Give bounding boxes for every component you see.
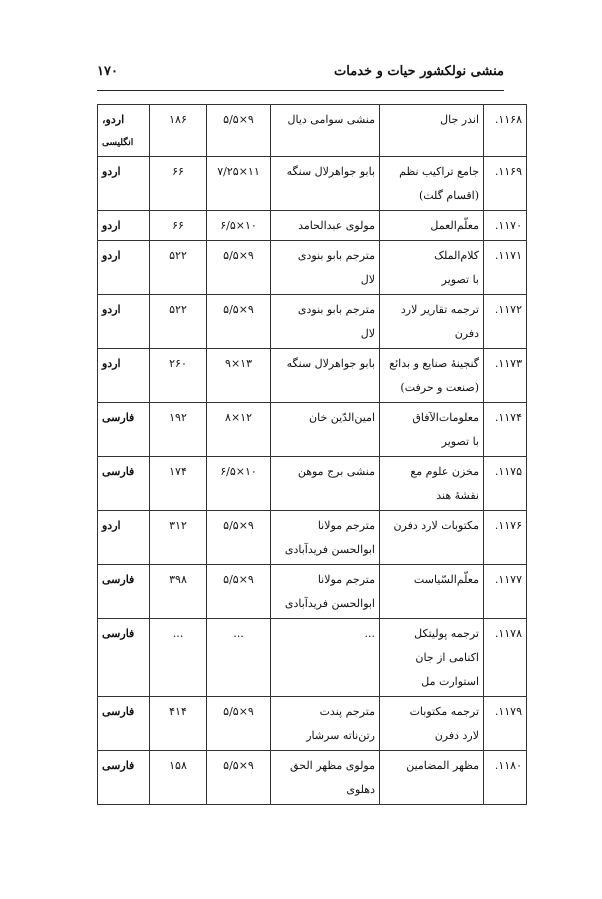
book-language-cell xyxy=(98,565,150,619)
book-title-cell xyxy=(380,403,484,457)
book-size-cell xyxy=(207,105,271,157)
page-count: ۵۲۲ xyxy=(169,303,187,316)
book-author-line: مترجم بابو بنودی xyxy=(297,303,375,316)
page-count: ۶۶ xyxy=(172,165,184,178)
book-language-line: اردو xyxy=(102,357,121,370)
book-author-line: دهلوی xyxy=(346,783,375,796)
book-author-cell xyxy=(271,211,380,241)
book-title-cell xyxy=(380,157,484,211)
book-language-line: فارسی xyxy=(102,759,135,772)
entry-number-cell xyxy=(484,295,527,349)
book-size-cell xyxy=(207,511,271,565)
catalog-table xyxy=(97,104,527,805)
book-author-cell xyxy=(271,751,380,805)
page-count-cell xyxy=(150,403,207,457)
book-title-line: ترجمه مکتوبات xyxy=(409,705,479,718)
book-author-line: رتن‌ناته سرشار xyxy=(306,729,375,742)
table-row xyxy=(98,457,527,511)
book-author-line: لال xyxy=(360,273,375,286)
book-title-line: اکنامی از جان xyxy=(415,651,479,664)
header-rule xyxy=(97,90,504,91)
table-row xyxy=(98,565,527,619)
book-size: ... xyxy=(233,627,244,640)
entry-number-cell xyxy=(484,349,527,403)
book-language-cell xyxy=(98,403,150,457)
book-language-line: اردو، xyxy=(102,113,125,126)
running-title: منشی نولکشور حیات و خدمات xyxy=(334,64,504,79)
book-title-line: معلّم‌العمل xyxy=(430,219,479,232)
page-count: ۲۶۰ xyxy=(169,357,187,370)
book-language-line: فارسی xyxy=(102,465,135,478)
book-language-line: اردو xyxy=(102,249,121,262)
page-count-cell xyxy=(150,697,207,751)
book-title-cell xyxy=(380,211,484,241)
book-size: ۹×۵/۵ xyxy=(223,705,254,718)
page-count: ۱۹۲ xyxy=(169,411,187,424)
book-author-line: ... xyxy=(364,627,375,640)
book-language-line: اردو xyxy=(102,303,121,316)
entry-number: ۱۱۷۸. xyxy=(494,627,522,640)
book-author-cell xyxy=(271,511,380,565)
page-count-cell xyxy=(150,105,207,157)
book-language-cell xyxy=(98,295,150,349)
book-language-cell xyxy=(98,105,150,157)
book-title-line: کلام‌الملک xyxy=(434,249,479,262)
entry-number: ۱۱۷۳. xyxy=(494,357,522,370)
book-language-line: اردو xyxy=(102,519,121,532)
book-size: ۱۰×۶/۵ xyxy=(220,219,257,232)
book-title-cell xyxy=(380,511,484,565)
book-language-line: فارسی xyxy=(102,705,135,718)
table-row xyxy=(98,241,527,295)
book-title-line: مکتوبات لارد دفرن xyxy=(393,519,479,532)
book-size-cell xyxy=(207,295,271,349)
page-count-cell xyxy=(150,295,207,349)
entry-number-cell xyxy=(484,403,527,457)
book-size: ۹×۵/۵ xyxy=(223,519,254,532)
book-author-line: مترجم پندت xyxy=(319,705,375,718)
entry-number-cell xyxy=(484,457,527,511)
book-size-cell xyxy=(207,751,271,805)
book-language-line: فارسی xyxy=(102,573,135,586)
book-author-line: مولوی عبدالحامد xyxy=(298,219,375,232)
book-language-cell xyxy=(98,511,150,565)
book-size-cell xyxy=(207,619,271,697)
book-author-cell xyxy=(271,619,380,697)
book-size: ۹×۵/۵ xyxy=(223,759,254,772)
entry-number-cell xyxy=(484,697,527,751)
book-size: ۹×۵/۵ xyxy=(223,249,254,262)
book-author-cell xyxy=(271,457,380,511)
book-author-cell xyxy=(271,403,380,457)
page-count-cell xyxy=(150,457,207,511)
book-author-line: ابوالحسن فریدآبادی xyxy=(284,543,375,556)
book-author-line: منشی برج موهن xyxy=(297,465,375,478)
book-language-cell xyxy=(98,157,150,211)
entry-number-cell xyxy=(484,565,527,619)
book-size-cell xyxy=(207,403,271,457)
book-author-line: بابو جواهرلال سنگه xyxy=(286,165,375,178)
page-count: ۶۶ xyxy=(172,219,184,232)
entry-number: ۱۱۷۵. xyxy=(494,465,522,478)
catalog-table-body xyxy=(98,105,527,805)
entry-number: ۱۱۸۰. xyxy=(494,759,522,772)
book-title-line: ترجمه تقاریر لارد xyxy=(400,303,479,316)
table-row xyxy=(98,697,527,751)
book-title-cell xyxy=(380,241,484,295)
entry-number: ۱۱۶۸. xyxy=(494,113,522,126)
book-author-cell xyxy=(271,349,380,403)
entry-number: ۱۱۷۲. xyxy=(494,303,522,316)
book-title-line: اندر جال xyxy=(440,113,479,126)
book-author-cell xyxy=(271,105,380,157)
entry-number: ۱۱۶۹. xyxy=(494,165,522,178)
page-count-cell xyxy=(150,157,207,211)
entry-number: ۱۱۷۱. xyxy=(494,249,522,262)
book-title-line: دفرن xyxy=(454,327,479,340)
entry-number: ۱۱۷۷. xyxy=(494,573,522,586)
book-title-line: مظهر المضامین xyxy=(406,759,479,772)
book-language-line: فارسی xyxy=(102,627,135,640)
book-title-line: نقشهٔ هند xyxy=(436,489,479,502)
entry-number: ۱۱۷۹. xyxy=(494,705,522,718)
entry-number: ۱۱۷۰. xyxy=(494,219,522,232)
book-size-cell xyxy=(207,565,271,619)
book-language-cell xyxy=(98,697,150,751)
book-size-cell xyxy=(207,211,271,241)
book-size-cell xyxy=(207,349,271,403)
page-count-cell xyxy=(150,211,207,241)
book-language-line: اردو xyxy=(102,165,121,178)
book-author-cell xyxy=(271,295,380,349)
book-size: ۱۰×۶/۵ xyxy=(220,465,257,478)
book-size: ۱۲×۸ xyxy=(225,411,252,424)
entry-number: ۱۱۷۶. xyxy=(494,519,522,532)
book-author-line: بابو جواهرلال سنگه xyxy=(286,357,375,370)
table-row xyxy=(98,105,527,157)
entry-number-cell xyxy=(484,105,527,157)
book-author-cell xyxy=(271,565,380,619)
book-title-line: (صنعت و حرفت) xyxy=(400,381,479,394)
book-title-line: استوارت مل xyxy=(421,675,479,688)
table-row xyxy=(98,295,527,349)
table-row xyxy=(98,511,527,565)
book-size-cell xyxy=(207,241,271,295)
book-language-line: انگلیسی xyxy=(102,138,134,148)
book-author-line: لال xyxy=(360,327,375,340)
book-language-cell xyxy=(98,211,150,241)
page-count-cell xyxy=(150,565,207,619)
book-title-line: لارد دفرن xyxy=(434,729,479,742)
book-title-line: معلومات‌الآفاق xyxy=(412,411,479,424)
book-title-cell xyxy=(380,565,484,619)
book-title-line: گنجینهٔ صنایع و بدائع xyxy=(389,357,479,370)
entry-number: ۱۱۷۴. xyxy=(494,411,522,424)
book-title-line: با تصویر xyxy=(441,273,479,286)
book-title-line: ترجمه پولیتکل xyxy=(414,627,479,640)
table-row xyxy=(98,211,527,241)
book-language-cell xyxy=(98,457,150,511)
book-title-line: با تصویر xyxy=(441,435,479,448)
book-language-cell xyxy=(98,751,150,805)
page-count: ۳۹۸ xyxy=(169,573,187,586)
book-size: ۹×۵/۵ xyxy=(223,303,254,316)
book-author-cell xyxy=(271,241,380,295)
page-count-cell xyxy=(150,241,207,295)
book-language-line: اردو xyxy=(102,219,121,232)
page-count: ۴۱۴ xyxy=(169,705,187,718)
book-size-cell xyxy=(207,457,271,511)
page-count-cell xyxy=(150,349,207,403)
page-count-cell xyxy=(150,619,207,697)
page-count-cell xyxy=(150,511,207,565)
page-count: ۱۷۴ xyxy=(169,465,187,478)
entry-number-cell xyxy=(484,619,527,697)
book-author-line: مولوی مظهر الحق xyxy=(290,759,375,772)
page-count: ۱۵۸ xyxy=(169,759,187,772)
table-row xyxy=(98,349,527,403)
book-size: ۱۳×۹ xyxy=(225,357,252,370)
entry-number-cell xyxy=(484,751,527,805)
page-count: ۵۲۲ xyxy=(169,249,187,262)
book-language-cell xyxy=(98,349,150,403)
book-title-line: جامع تراکیب نظم xyxy=(399,165,479,178)
book-title-cell xyxy=(380,619,484,697)
book-author-cell xyxy=(271,157,380,211)
entry-number-cell xyxy=(484,157,527,211)
book-author-line: امین‌الدّین خان xyxy=(309,411,375,424)
page-number: ۱۷۰ xyxy=(97,64,118,79)
book-title-cell xyxy=(380,295,484,349)
table-row xyxy=(98,403,527,457)
book-language-cell xyxy=(98,619,150,697)
page-count: ۳۱۲ xyxy=(169,519,187,532)
book-language-cell xyxy=(98,241,150,295)
book-author-line: منشی سوامی دیال xyxy=(287,113,375,126)
book-title-line: (اقسام گلت) xyxy=(418,189,479,202)
table-row xyxy=(98,751,527,805)
page-count: ۱۸۶ xyxy=(169,113,187,126)
book-author-line: مترجم بابو بنودی xyxy=(297,249,375,262)
book-size-cell xyxy=(207,157,271,211)
book-author-line: مترجم مولانا xyxy=(317,519,375,532)
book-author-line: ابوالحسن فریدآبادی xyxy=(284,597,375,610)
page-count: ... xyxy=(172,627,184,640)
book-size: ۱۱×۷/۲۵ xyxy=(217,165,260,178)
book-author-cell xyxy=(271,697,380,751)
book-size-cell xyxy=(207,697,271,751)
book-size: ۹×۵/۵ xyxy=(223,113,254,126)
entry-number-cell xyxy=(484,511,527,565)
entry-number-cell xyxy=(484,241,527,295)
book-title-line: مخزن علوم مع xyxy=(410,465,479,478)
book-title-cell xyxy=(380,697,484,751)
entry-number-cell xyxy=(484,211,527,241)
book-title-cell xyxy=(380,751,484,805)
table-row xyxy=(98,619,527,697)
book-language-line: فارسی xyxy=(102,411,135,424)
book-title-line: معلّم‌السّیاست xyxy=(413,573,479,586)
table-row xyxy=(98,157,527,211)
page-header xyxy=(97,62,504,84)
page-count-cell xyxy=(150,751,207,805)
book-title-cell xyxy=(380,349,484,403)
book-author-line: مترجم مولانا xyxy=(317,573,375,586)
book-size: ۹×۵/۵ xyxy=(223,573,254,586)
book-title-cell xyxy=(380,457,484,511)
book-title-cell xyxy=(380,105,484,157)
